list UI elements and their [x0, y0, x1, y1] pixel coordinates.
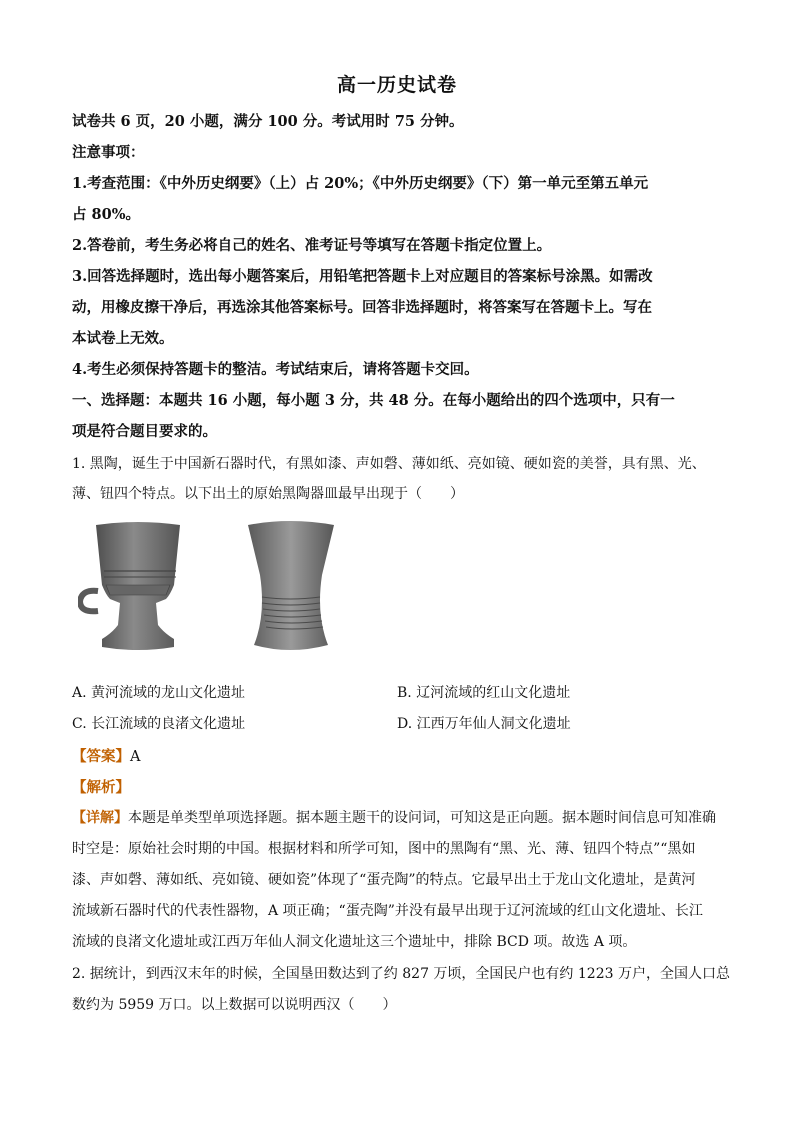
pottery-cup-with-handle: [80, 522, 180, 650]
detail-text: 本题是单类型单项选择题。据本题主题干的设问词，可知这是正向题。据本题时间信息可知准确: [128, 810, 716, 826]
answer-value: A: [130, 749, 141, 765]
notice-heading: 注意事项：: [72, 144, 145, 161]
black-pottery-photo: [78, 515, 378, 665]
option-a: A. 黄河流域的龙山文化遗址: [72, 685, 246, 701]
note-line: 占 80%。: [72, 206, 141, 223]
note-line: 4.考生必须保持答题卡的整洁。考试结束后，请将答题卡交回。: [72, 361, 479, 378]
option-d: D. 江西万年仙人洞文化遗址: [397, 716, 571, 732]
pottery-tall-cup: [248, 521, 334, 650]
note-line: 3.回答选择题时，选出每小题答案后，用铅笔把答题卡上对应题目的答案标号涂黑。如需改: [72, 268, 653, 285]
analysis-line: [72, 776, 130, 797]
note-line: 本试卷上无效。: [72, 330, 174, 347]
detail-line: 流域新石器时代的代表性器物，A 项正确；“蛋壳陶”并没有最早出现于辽河流域的红山文化遗址、长江: [72, 903, 703, 919]
analysis-label: 【解析】: [72, 779, 130, 796]
note-line: 1.考查范围：《中外历史纲要》（上）占 20%；《中外历史纲要》（下）第一单元至第五单元: [72, 175, 649, 192]
detail-label: 【详解】: [72, 810, 128, 826]
note-line: 2.答卷前，考生务必将自己的姓名、准考证号等填写在答题卡指定位置上。: [72, 237, 552, 254]
question-stem: 2. 据统计，到西汉末年的时候，全国垦田数达到了约 827 万顷，全国民户也有约 1223 万户，全国人口总: [72, 966, 730, 982]
answer-label: 【答案】: [72, 748, 130, 765]
exam-intro: 试卷共 6 页，20 小题，满分 100 分。考试用时 75 分钟。: [72, 113, 464, 130]
note-line: 动，用橡皮擦干净后，再选涂其他答案标号。回答非选择题时，将答案写在答题卡上。写在: [72, 299, 652, 316]
option-b: B. 辽河流域的红山文化遗址: [397, 685, 571, 701]
section-heading: 项是符合题目要求的。: [72, 423, 217, 440]
detail-line: [72, 807, 716, 827]
page-title: 高一历史试卷: [336, 74, 457, 96]
option-c: C. 长江流域的良渚文化遗址: [72, 716, 246, 732]
section-heading: 一、选择题：本题共 16 小题，每小题 3 分，共 48 分。在每小题给出的四个选项中，只有一: [72, 392, 675, 409]
question-stem: 数约为 5959 万口。以上数据可以说明西汉（ ）: [72, 997, 397, 1013]
detail-line: 流域的良渚文化遗址或江西万年仙人洞文化遗址这三个遗址中，排除 BCD 项。故选 A 项。: [72, 934, 637, 950]
answer-line: [72, 745, 140, 766]
question-stem: 薄、钮四个特点。以下出土的原始黑陶器皿最早出现于（ ）: [72, 486, 464, 502]
detail-line: 漆、声如磬、薄如纸、亮如镜、硬如瓷”体现了“蛋壳陶”的特点。它最早出土于龙山文化遗址，是黄河: [72, 872, 696, 888]
detail-line: 时空是：原始社会时期的中国。根据材料和所学可知，图中的黑陶有“黑、光、薄、钮四个特点”“黑如: [72, 841, 696, 857]
question-stem: 1. 黑陶，诞生于中国新石器时代，有黑如漆、声如磬、薄如纸、亮如镜、硬如瓷的美誉，具有黑、光、: [72, 456, 706, 472]
